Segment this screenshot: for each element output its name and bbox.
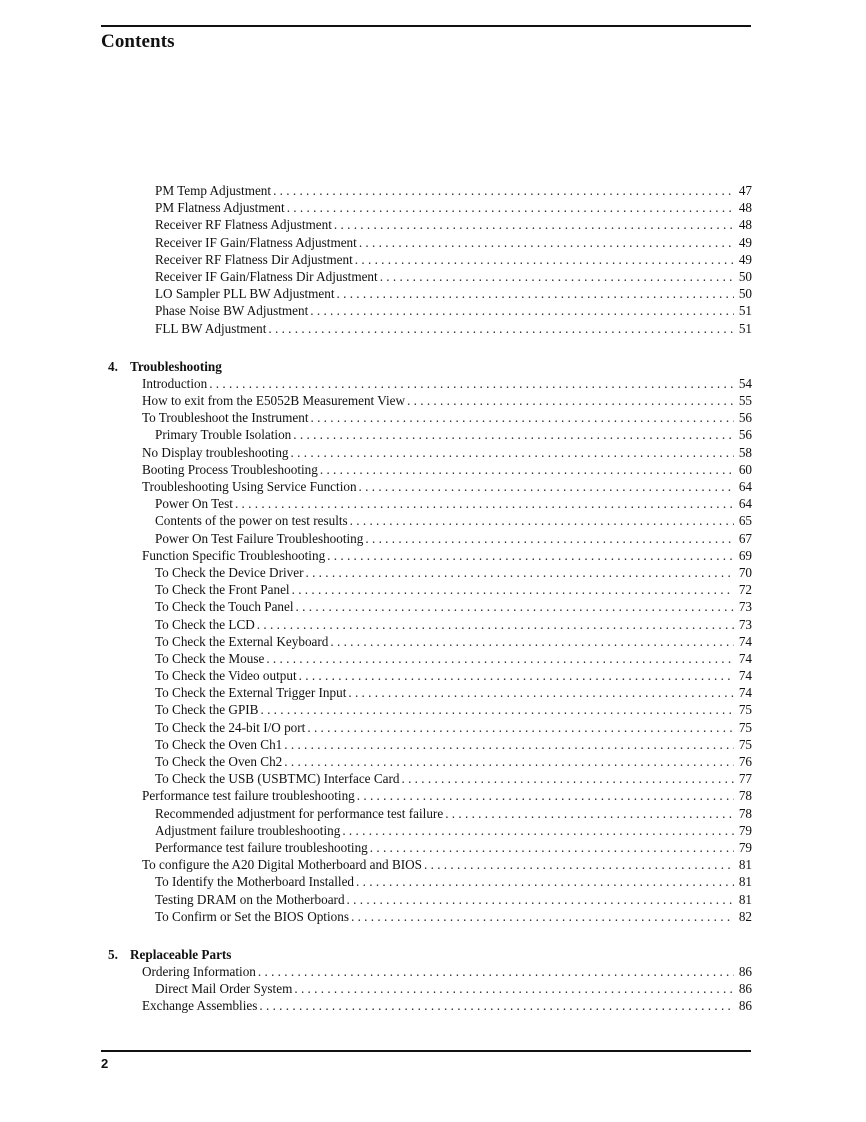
toc-entry-label: Phase Noise BW Adjustment	[155, 303, 309, 319]
toc-entry-page: 47	[738, 183, 752, 198]
toc-entry-label: How to exit from the E5052B Measurement View	[142, 393, 406, 409]
toc-entry-label: Troubleshooting Using Service Function	[142, 479, 357, 494]
toc-entry-page: 67	[738, 530, 752, 546]
toc-entry-page: 79	[738, 822, 752, 838]
page-number: 2	[101, 1056, 109, 1071]
toc-chapter-title: Troubleshooting	[130, 358, 222, 374]
toc-entry-label: LO Sampler PLL BW Adjustment	[155, 286, 335, 302]
toc-entry-page: 50	[738, 286, 752, 302]
dot-leader	[359, 234, 734, 251]
toc-entry[interactable]	[108, 701, 752, 718]
toc-entry-page: 75	[738, 719, 752, 735]
toc-chapters	[108, 358, 752, 1015]
dot-leader	[355, 251, 734, 268]
toc-entry-label: Exchange Assemblies	[142, 998, 258, 1014]
header-rule	[101, 25, 751, 27]
toc-entry-label: To Check the USB (USBTMC) Interface Card	[155, 771, 400, 787]
toc-entry[interactable]	[108, 616, 752, 633]
toc-entry[interactable]	[108, 512, 752, 529]
toc-entry-label: To Check the LCD	[155, 616, 255, 632]
toc-entry[interactable]	[108, 963, 752, 980]
dot-leader	[273, 182, 734, 199]
toc-entry[interactable]	[108, 873, 752, 890]
toc-entry-label: To Check the Mouse	[155, 650, 265, 666]
toc-entry-page: 77	[738, 771, 752, 787]
toc-entry[interactable]	[108, 736, 752, 753]
dot-leader	[284, 753, 734, 770]
toc-entry-label: To Troubleshoot the Instrument	[142, 410, 309, 426]
dot-leader	[287, 199, 734, 216]
toc-entry-label: To Check the GPIB	[155, 702, 259, 718]
toc-entry-page: 64	[738, 496, 752, 512]
toc-chapter	[108, 946, 752, 1015]
toc-entry-page: 48	[738, 217, 752, 233]
toc-entry-page: 65	[738, 513, 752, 529]
toc-entry-label: To Check the Oven Ch1	[155, 736, 283, 752]
toc-entry-label: Performance test failure troubleshooting	[155, 839, 368, 855]
toc-entry[interactable]	[108, 980, 752, 997]
dot-leader	[351, 908, 734, 925]
toc-entry[interactable]	[108, 787, 752, 804]
toc-entry[interactable]	[108, 444, 752, 461]
toc-entry-label: To Check the Video output	[155, 668, 297, 684]
dot-leader	[299, 667, 734, 684]
dot-leader	[347, 891, 734, 908]
toc-entry-label: To Check the External Trigger Input	[155, 685, 347, 701]
dot-leader	[268, 320, 734, 337]
toc-entry-page: 79	[738, 839, 752, 855]
toc-entry[interactable]	[108, 234, 752, 251]
toc-entry[interactable]	[108, 409, 752, 426]
toc-entry-page: 49	[738, 234, 752, 250]
toc-entry-label: Ordering Information	[142, 964, 256, 980]
toc-entry[interactable]	[108, 375, 752, 392]
toc-entry-page: 60	[738, 461, 752, 477]
dot-leader	[320, 461, 734, 478]
toc-entry[interactable]	[108, 251, 752, 268]
toc-entry-label: Primary Trouble Isolation	[155, 427, 292, 443]
toc-entry[interactable]	[108, 633, 752, 650]
toc-entry-page: 48	[738, 200, 752, 216]
dot-leader	[235, 495, 734, 512]
toc-entry-page: 82	[738, 908, 752, 924]
toc-entry-page: 56	[738, 410, 752, 426]
toc-entry-page: 50	[738, 268, 752, 284]
toc-entry[interactable]	[108, 598, 752, 615]
toc-entry-page: 70	[738, 564, 752, 580]
toc-entry-label: Power On Test	[155, 496, 233, 512]
dot-leader	[307, 719, 734, 736]
toc-entry-label: FLL BW Adjustment	[155, 320, 267, 336]
toc-entry-label: Contents of the power on test results	[155, 513, 348, 529]
toc-entry[interactable]	[108, 199, 752, 216]
toc-continued-list	[108, 182, 752, 337]
dot-leader	[327, 547, 734, 564]
toc-entry-label: To Check the External Keyboard	[155, 633, 329, 649]
toc-entry[interactable]	[108, 805, 752, 822]
toc-entry-page: 74	[738, 685, 752, 701]
dot-leader	[259, 997, 734, 1014]
table-of-contents	[108, 182, 752, 1015]
toc-entry-page: 81	[738, 857, 752, 873]
toc-entry-page: 72	[738, 582, 752, 598]
toc-entry[interactable]	[108, 719, 752, 736]
toc-entry-label: Power On Test Failure Troubleshooting	[155, 530, 364, 546]
toc-entry-label: To configure the A20 Digital Motherboard and BIOS	[142, 857, 422, 873]
toc-entry[interactable]	[108, 182, 752, 199]
toc-entry[interactable]	[108, 997, 752, 1014]
toc-continued-section	[108, 182, 752, 337]
dot-leader	[330, 633, 734, 650]
toc-chapter-number: 4.	[108, 358, 118, 374]
toc-entry-label: To Check the Oven Ch2	[155, 754, 283, 769]
toc-entry-page: 76	[738, 754, 752, 769]
toc-entry-page: 56	[738, 427, 752, 443]
toc-entry-page: 51	[738, 320, 752, 336]
toc-entry[interactable]	[108, 891, 752, 908]
toc-entry-page: 81	[738, 891, 752, 907]
toc-entry-page: 74	[738, 633, 752, 649]
toc-entry-label: Function Specific Troubleshooting	[142, 547, 326, 563]
toc-entry[interactable]	[108, 908, 752, 925]
toc-entry-label: To Check the Device Driver	[155, 564, 304, 580]
dot-leader	[266, 650, 734, 667]
dot-leader	[380, 268, 734, 285]
dot-leader	[209, 375, 734, 392]
dot-leader	[356, 873, 734, 890]
toc-entry[interactable]	[108, 822, 752, 839]
toc-entry-page: 86	[738, 981, 752, 997]
toc-entry[interactable]	[108, 478, 752, 495]
toc-entry[interactable]	[108, 667, 752, 684]
toc-entry[interactable]	[108, 856, 752, 873]
toc-entry[interactable]	[108, 581, 752, 598]
dot-leader	[310, 302, 734, 319]
toc-entry-label: To Check the Front Panel	[155, 582, 290, 598]
toc-chapter-heading[interactable]	[108, 946, 752, 963]
toc-entry[interactable]	[108, 302, 752, 319]
toc-entry-page: 74	[738, 650, 752, 666]
toc-entry-label: PM Temp Adjustment	[155, 183, 272, 198]
toc-entry[interactable]	[108, 268, 752, 285]
toc-entry-page: 69	[738, 547, 752, 563]
dot-leader	[310, 409, 734, 426]
toc-entry[interactable]	[108, 753, 752, 770]
toc-entry[interactable]	[108, 684, 752, 701]
toc-entry-label: Receiver IF Gain/Flatness Adjustment	[155, 234, 357, 250]
dot-leader	[292, 581, 734, 598]
toc-entry-page: 75	[738, 736, 752, 752]
dot-leader	[337, 285, 735, 302]
toc-entry-page: 78	[738, 805, 752, 821]
toc-entry-page: 55	[738, 393, 752, 409]
dot-leader	[258, 963, 734, 980]
toc-entry-label: Testing DRAM on the Motherboard	[155, 891, 345, 907]
dot-leader	[348, 684, 734, 701]
toc-entry[interactable]	[108, 495, 752, 512]
toc-entry-label: To Check the Touch Panel	[155, 599, 294, 615]
toc-entry[interactable]	[108, 564, 752, 581]
toc-entry-page: 86	[738, 964, 752, 980]
toc-entry-label: To Check the 24-bit I/O port	[155, 719, 306, 735]
toc-entry[interactable]	[108, 285, 752, 302]
dot-leader	[260, 701, 734, 718]
toc-entry-page: 78	[738, 788, 752, 804]
dot-leader	[342, 822, 734, 839]
toc-entry-label: Direct Mail Order System	[155, 981, 293, 997]
dot-leader	[291, 444, 734, 461]
toc-entry-label: Receiver IF Gain/Flatness Dir Adjustment	[155, 268, 378, 284]
toc-entry[interactable]	[108, 461, 752, 478]
toc-entry-label: Performance test failure troubleshooting	[142, 788, 355, 804]
dot-leader	[293, 426, 734, 443]
toc-entry-page: 73	[738, 599, 752, 615]
toc-entry-page: 81	[738, 874, 752, 890]
dot-leader	[401, 770, 734, 787]
toc-entry-page: 75	[738, 702, 752, 718]
footer-rule	[101, 1050, 751, 1052]
dot-leader	[294, 980, 734, 997]
toc-entry-page: 64	[738, 479, 752, 494]
toc-entry[interactable]	[108, 547, 752, 564]
toc-entry-page: 51	[738, 303, 752, 319]
dot-leader	[296, 598, 734, 615]
dot-leader	[305, 564, 734, 581]
toc-entry-label: Adjustment failure troubleshooting	[155, 822, 341, 838]
dot-leader	[445, 805, 734, 822]
toc-entry-label: Receiver RF Flatness Dir Adjustment	[155, 251, 353, 267]
toc-entry[interactable]	[108, 770, 752, 787]
toc-entry-label: No Display troubleshooting	[142, 444, 289, 460]
dot-leader	[407, 392, 734, 409]
toc-chapter-heading[interactable]	[108, 358, 752, 375]
toc-entry-page: 74	[738, 668, 752, 684]
toc-entry-label: To Identify the Motherboard Installed	[155, 874, 355, 890]
toc-entry-page: 49	[738, 251, 752, 267]
toc-entry[interactable]	[108, 530, 752, 547]
toc-entry-label: Booting Process Troubleshooting	[142, 461, 318, 477]
toc-entry-page: 58	[738, 444, 752, 460]
dot-leader	[284, 736, 734, 753]
dot-leader	[350, 512, 734, 529]
toc-entry-label: Introduction	[142, 375, 208, 391]
page-title: Contents	[101, 31, 175, 52]
toc-entry-label: Recommended adjustment for performance test failure	[155, 805, 444, 821]
dot-leader	[359, 478, 734, 495]
toc-entry-label: PM Flatness Adjustment	[155, 200, 285, 216]
dot-leader	[424, 856, 734, 873]
dot-leader	[365, 530, 734, 547]
toc-entry[interactable]	[108, 650, 752, 667]
toc-chapter	[108, 358, 752, 925]
toc-entry[interactable]	[108, 392, 752, 409]
toc-entry-label: To Confirm or Set the BIOS Options	[155, 908, 349, 924]
toc-entry[interactable]	[108, 426, 752, 443]
dot-leader	[370, 839, 734, 856]
toc-chapter-title: Replaceable Parts	[130, 946, 232, 962]
dot-leader	[257, 616, 734, 633]
toc-entry-label: Receiver RF Flatness Adjustment	[155, 217, 332, 233]
toc-entry[interactable]	[108, 320, 752, 337]
toc-entry[interactable]	[108, 839, 752, 856]
toc-chapter-number: 5.	[108, 946, 118, 962]
toc-entry[interactable]	[108, 216, 752, 233]
toc-entry-page: 73	[738, 616, 752, 632]
toc-entry-page: 86	[738, 998, 752, 1014]
dot-leader	[357, 787, 734, 804]
toc-entry-page: 54	[738, 375, 752, 391]
dot-leader	[334, 216, 734, 233]
